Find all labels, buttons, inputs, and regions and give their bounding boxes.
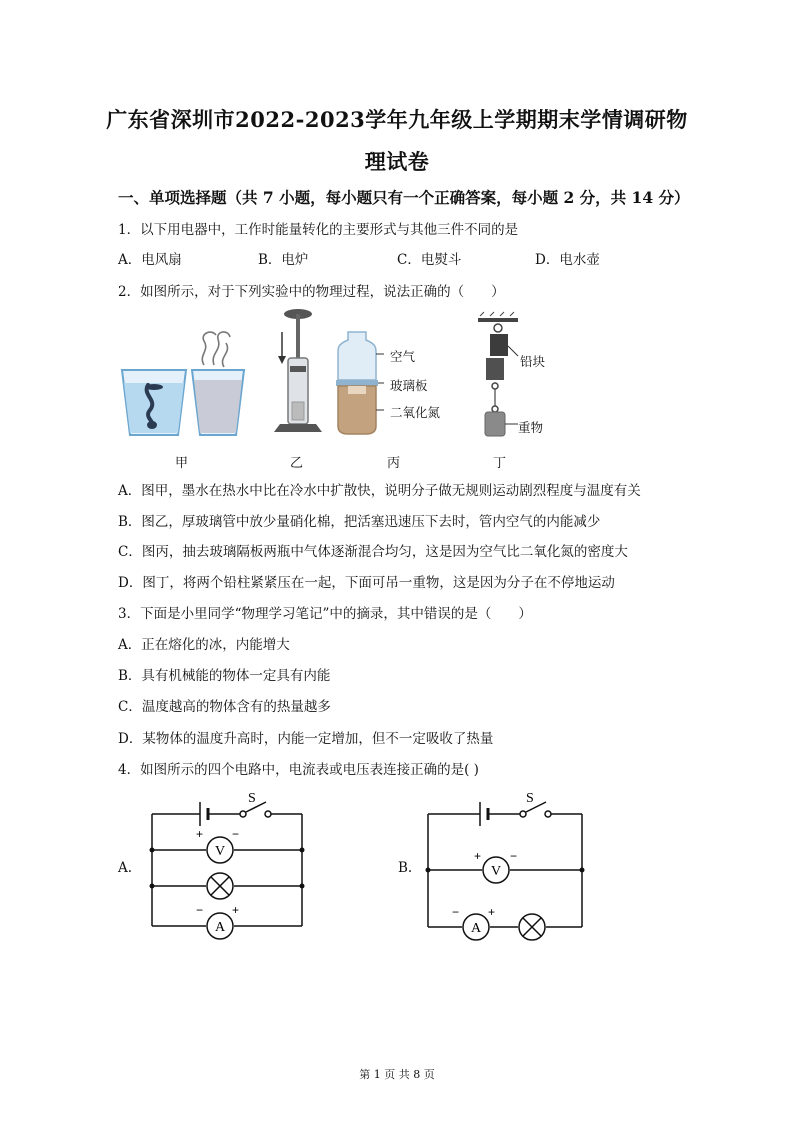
q3-option-b: B．具有机械能的物体一定具有内能 — [118, 668, 331, 684]
q3-option-a: A．正在熔化的冰，内能增大 — [118, 637, 290, 653]
voltmeter-label-b: V — [490, 864, 502, 879]
figure-label-ding: 丁 — [493, 456, 507, 471]
figure-label-yi: 乙 — [290, 456, 304, 471]
section-heading: 一、单项选择题（共 7 小题，每小题只有一个正确答案，每小题 2 分，共 14 分） — [118, 188, 690, 207]
page-footer: 第 1 页 共 8 页 — [359, 1068, 435, 1081]
label-lead-block: 铅块 — [520, 354, 546, 369]
q2-option-d: D．图丁，将两个铅柱紧紧压在一起，下面可吊一重物，这是因为分子在不停地运动 — [118, 575, 615, 591]
q3-stem: 3．下面是小里同学“物理学习笔记”中的摘录，其中错误的是（ ） — [118, 606, 532, 622]
ammeter-plus-a: + — [232, 903, 240, 917]
ammeter-minus-b: − — [452, 905, 460, 919]
q1-stem: 1．以下用电器中，工作时能量转化的主要形式与其他三件不同的是 — [118, 222, 519, 238]
q2-option-c: C．图丙，抽去玻璃隔板两瓶中气体逐渐混合均匀，这是因为空气比二氧化氮的密度大 — [118, 544, 628, 560]
figure-jia — [118, 325, 248, 440]
q1-option-d: D．电水壶 — [535, 252, 600, 268]
q2-stem: 2．如图所示，对于下列实验中的物理过程，说法正确的（ ） — [118, 284, 505, 300]
q1-option-c: C．电熨斗 — [397, 252, 462, 268]
ammeter-label-b: A — [470, 921, 482, 936]
q3-option-d: D．某物体的温度升高时，内能一定增加，但不一定吸收了热量 — [118, 731, 494, 747]
ammeter-label-a: A — [214, 920, 226, 935]
figure-yi — [270, 306, 330, 438]
voltmeter-plus-a: + — [196, 827, 204, 841]
voltmeter-minus-b: − — [510, 849, 518, 863]
circuit-a — [140, 790, 315, 945]
voltmeter-plus-b: + — [474, 849, 482, 863]
q2-option-a: A．图甲，墨水在热水中比在冷水中扩散快，说明分子做无规则运动剧烈程度与温度有关 — [118, 483, 641, 499]
figure-ding — [474, 316, 524, 440]
circuit-b — [418, 790, 593, 945]
q2-option-b: B．图乙，厚玻璃管中放少量硝化棉，把活塞迅速压下去时，管内空气的内能减少 — [118, 514, 601, 530]
ammeter-plus-b: + — [488, 905, 496, 919]
label-no2: 二氧化氮 — [390, 405, 441, 420]
switch-label-a: S — [248, 791, 256, 806]
q4-option-b-label: B. — [398, 860, 413, 876]
q1-option-a: A．电风扇 — [118, 252, 182, 268]
q4-option-a-label: A. — [118, 860, 133, 876]
label-weight: 重物 — [518, 420, 544, 435]
voltmeter-minus-a: − — [232, 827, 240, 841]
title-line-1: 广东省深圳市2022-2023学年九年级上学期期末学情调研物 — [106, 107, 688, 132]
label-air: 空气 — [390, 349, 416, 364]
figure-label-jia: 甲 — [175, 456, 189, 471]
q3-option-c: C．温度越高的物体含有的热量越多 — [118, 699, 331, 715]
figure-label-bing: 丙 — [387, 456, 401, 471]
title-line-2: 理试卷 — [364, 149, 430, 174]
q1-option-b: B．电炉 — [258, 252, 309, 268]
q4-stem: 4．如图所示的四个电路中，电流表或电压表连接正确的是( ) — [118, 762, 479, 778]
switch-label-b: S — [526, 791, 534, 806]
ammeter-minus-a: − — [196, 903, 204, 917]
voltmeter-label-a: V — [214, 844, 226, 859]
figure-bing — [336, 330, 386, 438]
label-glass-plate: 玻璃板 — [390, 378, 428, 393]
